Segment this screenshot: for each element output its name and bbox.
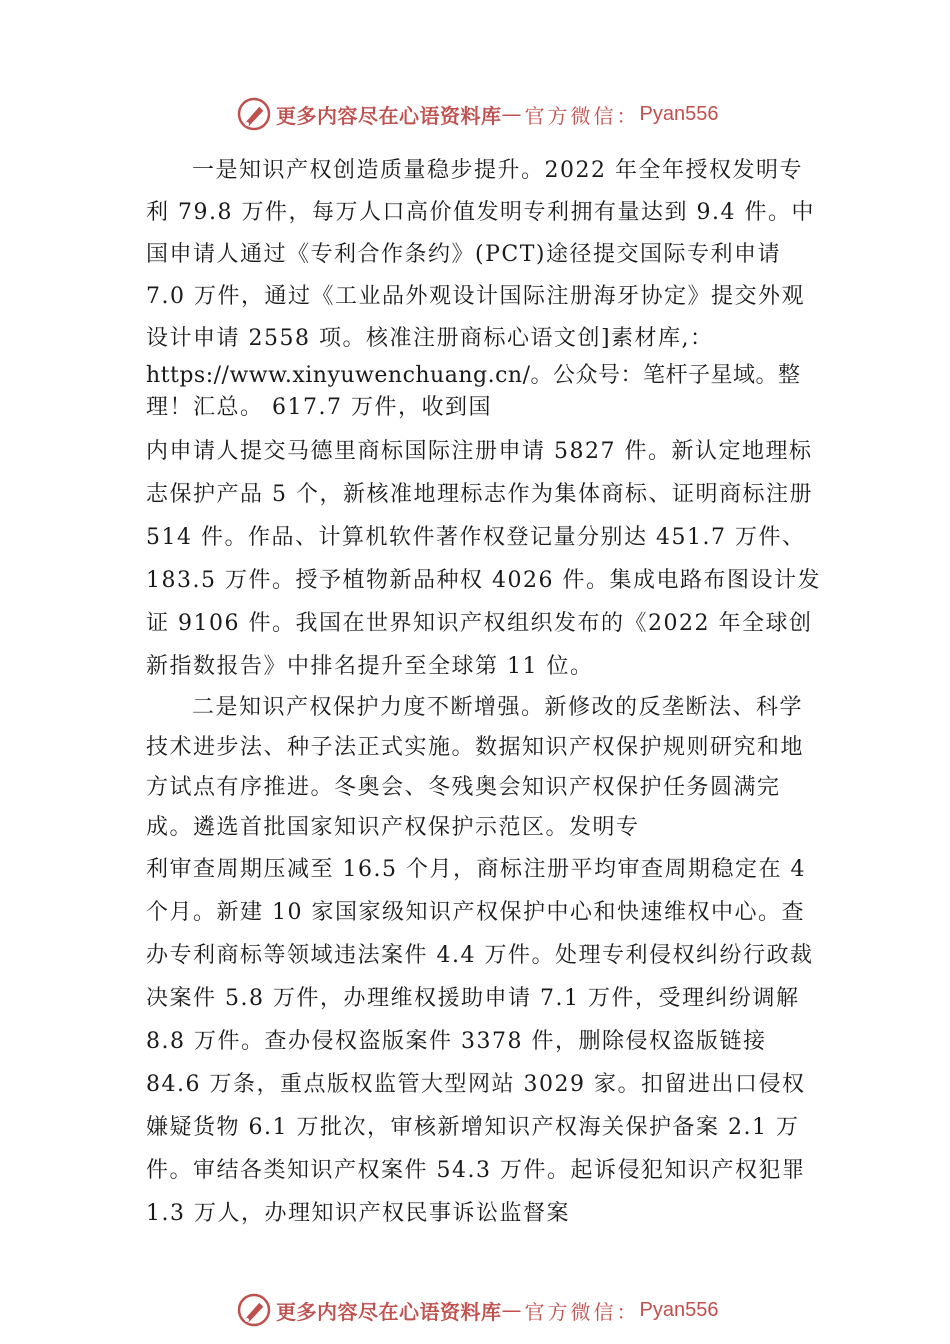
footer-banner [236, 1290, 756, 1330]
banner-sub-text: 官方微信： [524, 1299, 640, 1324]
paragraph-1-url-line: https://www.xinyuwenchuang.cn/。公众号：笔杆子星域。整 [146, 363, 801, 388]
banner-main-text: 更多内容尽在心语资料库 [276, 1299, 502, 1324]
banner-dash: — [501, 1298, 525, 1322]
banner-dash: — [501, 102, 525, 126]
pen-seal-logo-icon [236, 1292, 272, 1328]
banner-wechat-id: Pyan556 [639, 1298, 719, 1321]
paragraph-1-part-a: 一是知识产权创造质量稳步提升。2022 年全年授权发明专利 79.8 万件，每万人口高价值发明专利拥有量达到 9.4 件。中国申请人通过《专利合作条约》(PCT)途径提交国际专利申请 7.0 万件，通过《工业品外观设计国际注册海牙协定》提交外观设计申请 2558 项。核准注册商标心语文创]素材库,： [146, 158, 815, 351]
document-body [146, 150, 822, 1235]
header-banner [236, 94, 756, 134]
banner-main-text: 更多内容尽在心语资料库 [276, 103, 502, 128]
paragraph-2-part-b: 利审查周期压减至 16.5 个月，商标注册平均审查周期稳定在 4 个月。新建 10 家国家级知识产权保护中心和快速维权中心。查办专利商标等领域违法案件 4.4 万件。处理专利侵权纠纷行政裁决案件 5.8 万件，办理维权援助申请 7.1 万件，受理纠纷调解 8.8 万件。查办侵权盗版案件 3378 件，删除侵权盗版链接 84.6 万条，重点版权监管大型网站 3029 家。扣留进出口侵权嫌疑货物 6.1 万批次，审核新增知识产权海关保护备案 2.1 万件。审结各类知识产权案件 54.3 万件。起诉侵犯知识产权犯罪 1.3 万人，办理知识产权民事诉讼监督案 [146, 857, 814, 1226]
banner-wechat-id: Pyan556 [639, 102, 719, 125]
paragraph-2-part-a: 二是知识产权保护力度不断增强。新修改的反垄断法、科学技术进步法、种子法正式实施。数据知识产权保护规则研究和地方试点有序推进。冬奥会、冬残奥会知识产权保护任务圆满完成。遴选首批国家知识产权保护示范区。发明专 [146, 695, 805, 840]
paragraph-1-part-c: 内申请人提交马德里商标国际注册申请 5827 件。新认定地理标志保护产品 5 个，新核准地理标志作为集体商标、证明商标注册 514 件。作品、计算机软件著作权登记量分别达 451.7 万件、183.5 万件。授予植物新品种权 4026 件。集成电路布图设计发证 9106 件。我国在世界知识产权组织发布的《2022 年全球创新指数报告》中排名提升至全球第 11 位。 [146, 439, 821, 679]
banner-sub-text: 官方微信： [524, 103, 640, 128]
pen-seal-logo-icon [236, 96, 272, 132]
paragraph-1-part-b: 理！汇总。 617.7 万件，收到国 [146, 395, 492, 420]
